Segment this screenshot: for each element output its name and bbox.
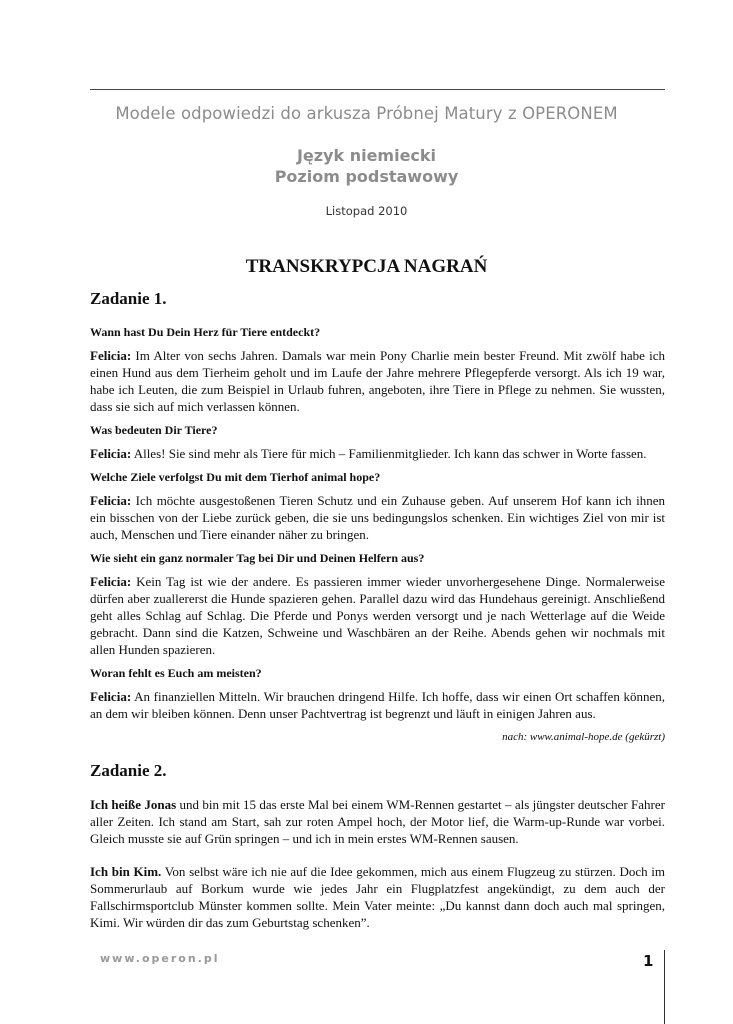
- source-citation: nach: www.animal-hope.de (gekürzt): [502, 731, 665, 743]
- header-rule: [90, 89, 665, 90]
- answer-text: An finanziellen Mitteln. Wir brauchen dringend Hilfe. Ich hoffe, dass wir einen Ort schaffen können, an dem wir bleiben können. Denn unser Pachtvertrag ist begrenzt und läuft in einigen Jahren aus.: [90, 689, 665, 721]
- speaker-label: Felicia:: [90, 574, 132, 589]
- paragraph-text: Von selbst wäre ich nie auf die Idee gekommen, mich aus einem Flugzeug zu stürzen. Doch im Sommerurlaub auf Borkum wurde wie jedes Jahr ein Flugplatzfest angekündigt, zu dem auch der Fallschirmsportclub Münster kommen sollte. Mein Vater meinte: „Du kannst dann doch auch mal springen, Kimi. Wir würden dir das zum Geburtstag schenken”.: [90, 864, 666, 930]
- main-content: [90, 288, 665, 947]
- answer-1: [90, 347, 665, 415]
- page-number: 1: [643, 952, 654, 970]
- document-header-title: Modele odpowiedzi do arkusza Próbnej Matury z OPERONEM: [115, 104, 618, 123]
- paragraph-lead: Ich bin Kim.: [90, 864, 162, 879]
- speaker-label: Felicia:: [90, 446, 132, 461]
- zadanie-2-title: Zadanie 2.: [90, 761, 167, 780]
- answer-3: [90, 492, 665, 543]
- answer-5: [90, 688, 665, 722]
- page-title: TRANSKRYPCJA NAGRAŃ: [245, 256, 488, 277]
- zadanie-1-title: Zadanie 1.: [90, 289, 167, 308]
- answer-text: Ich möchte ausgestoßenen Tieren Schutz und ein Zuhause geben. Auf unserem Hof kann ich ihnen ein bisschen von der Liebe zurück geben, die sie uns bedingungslos schenken. Ein wichtiges Ziel von mir ist auch, Menschen und Tiere einander näher zu bringen.: [90, 493, 665, 542]
- speaker-label: Felicia:: [90, 348, 132, 363]
- question-2: Was bedeuten Dir Tiere?: [90, 423, 218, 437]
- answer-4: [90, 573, 665, 658]
- footer-rule: [664, 950, 665, 1024]
- answer-text: Alles! Sie sind mehr als Tiere für mich – Familienmitglieder. Ich kann das schwer in Worte fassen.: [131, 446, 647, 461]
- question-1: Wann hast Du Dein Herz für Tiere entdeckt?: [90, 325, 321, 339]
- subject-language: Język niemiecki: [296, 146, 437, 165]
- paragraph-lead: Ich heiße Jonas: [90, 797, 177, 812]
- answer-text: Kein Tag ist wie der andere. Es passieren immer wieder unvorhergesehene Dinge. Normalerweise dürfen aber zuallererst die Hunde spazieren gehen. Parallel dazu wird das Hundehaus gereinigt. Anschließend geht alles Schlag auf Schlag. Die Pferde und Ponys werden versorgt und je nach Wetterlage auf die Weide gebracht. Dann sind die Katzen, Schweine und Waschbären an der Reihe. Abends gehen wir nochmals mit allen Hunden spazieren.: [90, 574, 665, 657]
- answer-2: [90, 445, 665, 462]
- answer-text: Im Alter von sechs Jahren. Damals war mein Pony Charlie mein bester Freund. Mit zwölf habe ich einen Hund aus dem Tierheim geholt und im Laufe der Jahre mehrere Pflegepferde versorgt. Als ich 19 war, habe ich Leuten, die zum Beispiel in Urlaub fuhren, angeboten, ihre Tiere in Pflege zu nehmen. Sie wussten, dass sie sich auf mich verlassen können.: [90, 348, 665, 414]
- paragraph-kim: [90, 863, 665, 931]
- paragraph-text: und bin mit 15 das erste Mal bei einem WM-Rennen gestartet – als jüngster deutscher Fahrer aller Zeiten. Ich stand am Start, sah zur roten Ampel hoch, der Motor lief, die Warm-up-Runde war vorbei. Gleich musste sie auf Grün springen – und ich in mein erstes WM-Rennen sausen.: [90, 797, 665, 846]
- speaker-label: Felicia:: [90, 493, 132, 508]
- speaker-label: Felicia:: [90, 689, 132, 704]
- footer-url: www.operon.pl: [100, 952, 220, 965]
- question-3: Welche Ziele verfolgst Du mit dem Tierhof animal hope?: [90, 470, 381, 484]
- question-5: Woran fehlt es Euch am meisten?: [90, 666, 262, 680]
- paragraph-jonas: [90, 796, 665, 847]
- question-4: Wie sieht ein ganz normaler Tag bei Dir und Deinen Helfern aus?: [90, 551, 425, 565]
- subject-level: Poziom podstawowy: [274, 167, 459, 186]
- document-date: Listopad 2010: [325, 204, 408, 218]
- subject-heading: [0, 145, 733, 187]
